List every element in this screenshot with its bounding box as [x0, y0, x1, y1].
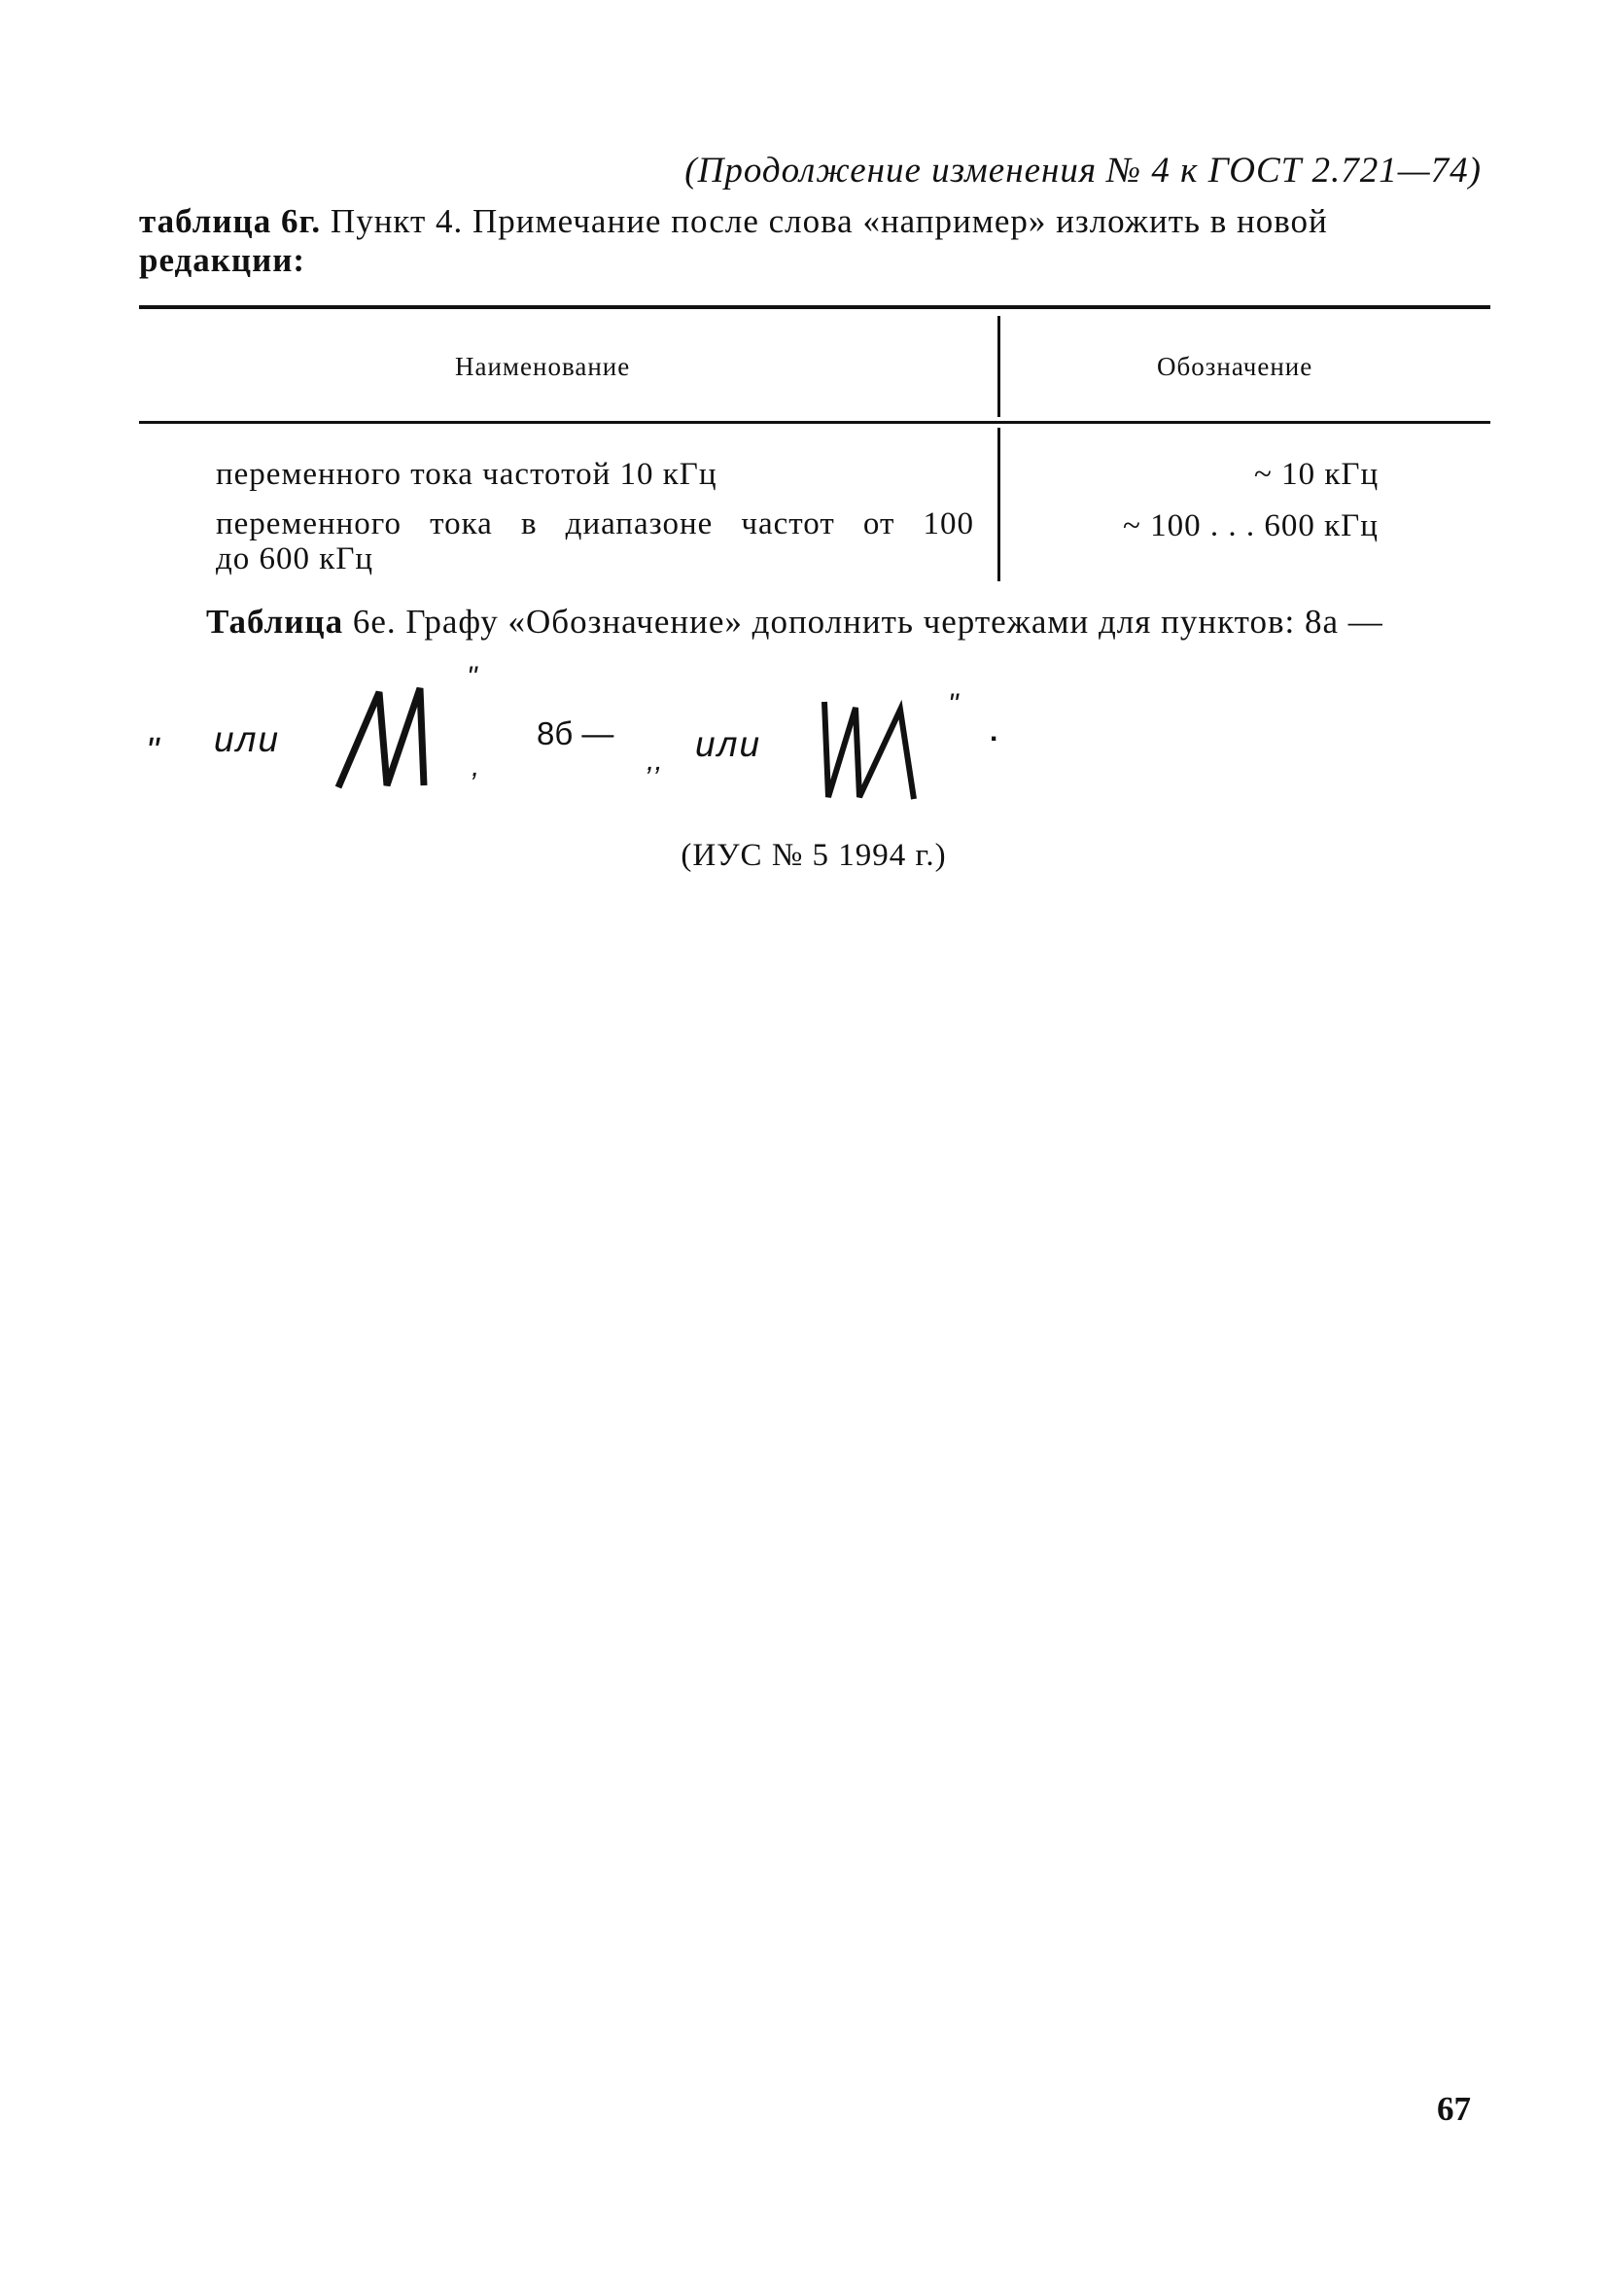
intro-line2: редакции: — [139, 241, 306, 279]
continuation-header: (Продолжение изменения № 4 к ГОСТ 2.721—74) — [684, 151, 1482, 191]
formula-comma-1: , — [472, 750, 480, 783]
formula-or-1: или — [214, 719, 281, 759]
formula-or-2: или — [695, 724, 762, 764]
formula-label-8b: 8б — — [537, 715, 614, 751]
table-row-2-designation: ~ 100 . . . 600 кГц — [1123, 508, 1379, 543]
sawtooth-drawing-8a-icon — [331, 671, 437, 797]
table-header-divider — [997, 316, 1000, 417]
table-body-divider — [997, 428, 1000, 581]
column-header-name: Наименование — [455, 352, 631, 381]
table-6e-lead: Таблица — [206, 603, 344, 641]
formula-quote-b: " — [948, 688, 959, 720]
table-row-1-designation: ~ 10 кГц — [1254, 457, 1380, 492]
column-header-designation: Обозначение — [1157, 352, 1313, 381]
sawtooth-drawing-8b-icon — [817, 690, 924, 807]
table-6e-text: 6е. Графу «Обозначение» дополнить чертежами для пунктов: 8а — — [343, 603, 1383, 641]
page-number: 67 — [1437, 2090, 1471, 2128]
table-header-rule — [139, 421, 1490, 424]
table-row-2-name-line1: переменного тока в диапазоне частот от 100 — [216, 506, 974, 541]
table-row-2-name-line2: до 600 кГц — [216, 541, 374, 576]
drawing-formula — [136, 661, 1497, 817]
ius-reference: (ИУС № 5 1994 г.) — [681, 838, 947, 873]
table-top-rule — [139, 305, 1490, 309]
table-row-2-name — [216, 506, 974, 576]
table-6e-paragraph — [206, 603, 1383, 642]
formula-dot: . — [990, 715, 998, 748]
formula-prefix-a: " — [146, 731, 159, 772]
formula-quote-a: " — [467, 661, 477, 693]
intro-paragraph — [139, 202, 1490, 280]
formula-prefix-b: ,, — [647, 745, 663, 777]
intro-lead: таблица 6г. — [139, 202, 322, 240]
table-row-1-name: переменного тока частотой 10 кГц — [216, 457, 717, 492]
intro-text: Пункт 4. Примечание после слова «например» изложить в новой — [321, 202, 1328, 240]
